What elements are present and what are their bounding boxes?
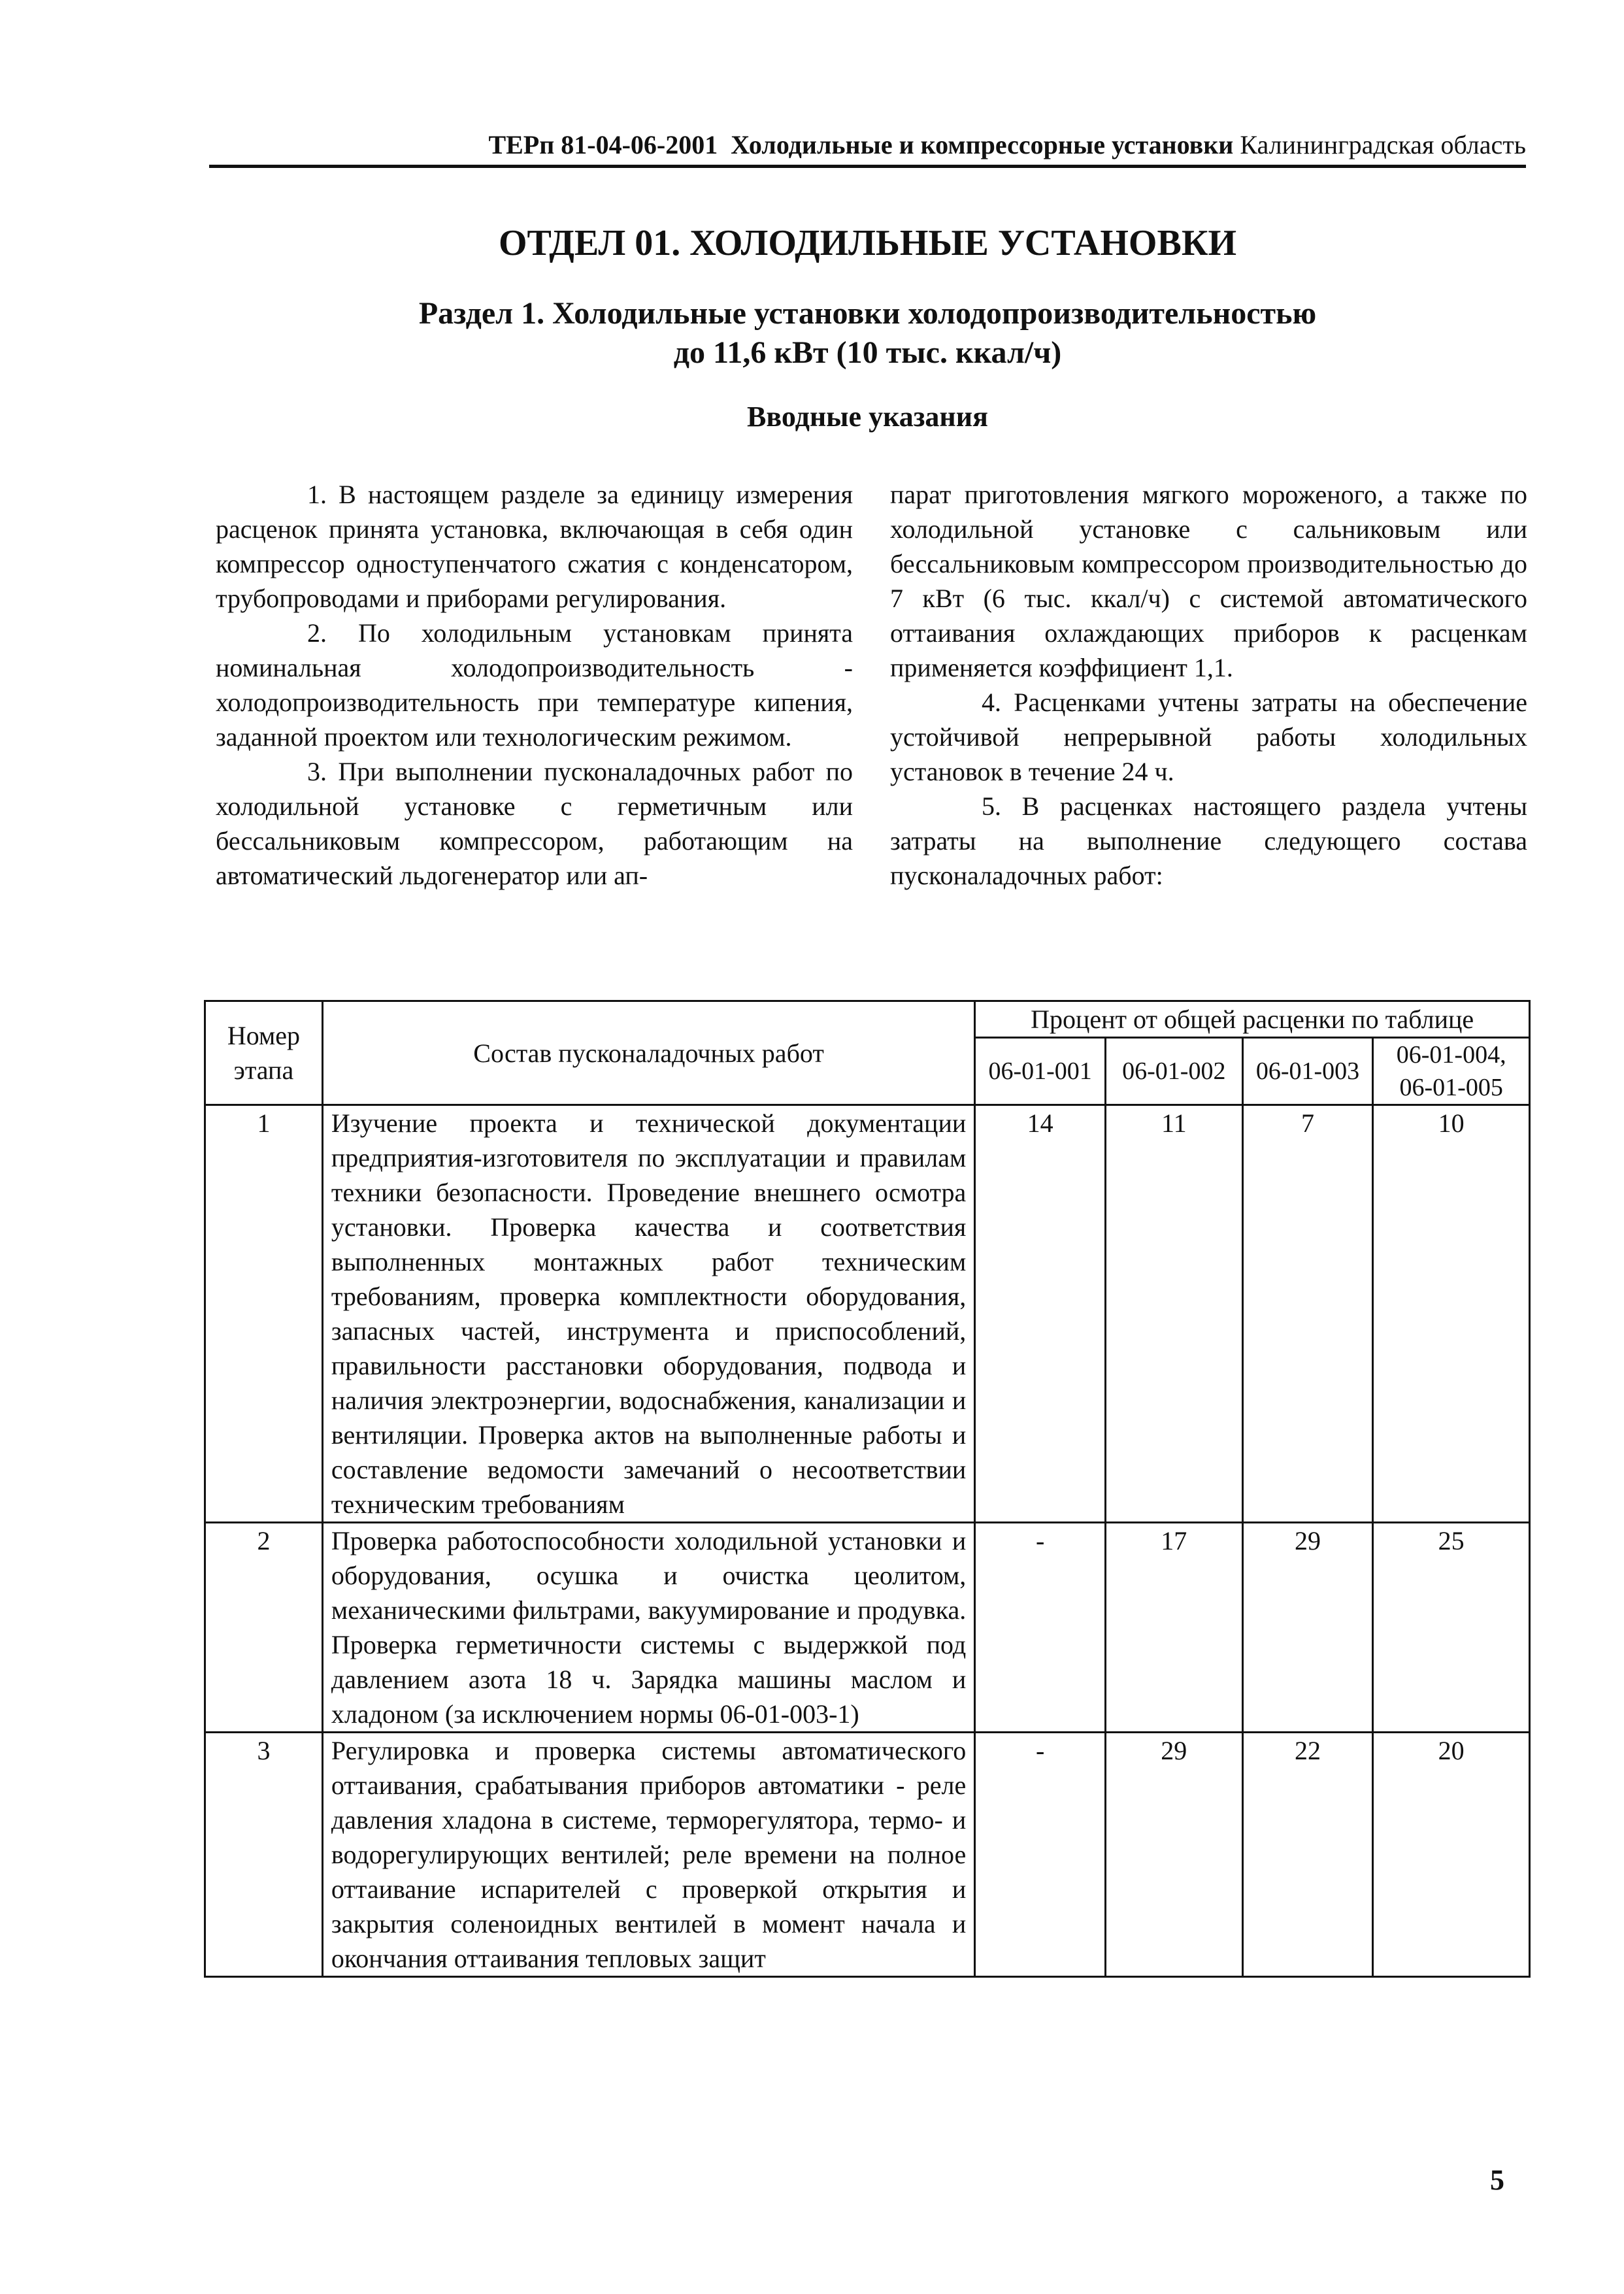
table-row xyxy=(205,1733,1530,1977)
table-header-row xyxy=(205,1001,1530,1038)
header-stage: Номер этапа xyxy=(205,1001,323,1105)
percent-value: 17 xyxy=(1105,1523,1242,1733)
header-rule xyxy=(209,165,1526,168)
header-title: Холодильные и компрессорные установки xyxy=(731,130,1234,159)
percent-value: 11 xyxy=(1105,1105,1242,1523)
department-title: ОТДЕЛ 01. ХОЛОДИЛЬНЫЕ УСТАНОВКИ xyxy=(498,223,1237,263)
stage-description: Регулировка и проверка системы автоматического оттаивания, срабатывания приборов автоматики - реле давления хладона в системе, терморегулятора, термо- и водорегулирующих вентилей; реле времени на полное оттаивание испарителей с проверкой открытия и закрытия соленоидных вентилей в момент начала и окончания оттаивания тепловых защит xyxy=(322,1733,974,1977)
percent-value: 25 xyxy=(1373,1523,1530,1733)
stage-description: Проверка работоспособности холодильной установки и оборудования, осушка и очистка цеолитом, механическими фильтрами, вакуумирование и продувка. Проверка герметичности системы с выдержкой под давлением азота 18 ч. Зарядка машины маслом и хладоном (за исключением нормы 06-01-003-1) xyxy=(322,1523,974,1733)
section-title xyxy=(209,294,1526,373)
paragraph-3: 3. При выполнении пусконаладочных работ по холодильной установке с герметичным или бессальниковым компрессором, работающим на автоматический льдогенератор или ап- xyxy=(216,757,853,890)
stage-number: 3 xyxy=(205,1733,323,1977)
percent-value: - xyxy=(975,1523,1106,1733)
percent-value: 7 xyxy=(1242,1105,1373,1523)
stage-number: 1 xyxy=(205,1105,323,1523)
percent-value: - xyxy=(975,1733,1106,1977)
percent-value: 14 xyxy=(975,1105,1106,1523)
paragraph-2: 2. По холодильным установкам принята номинальная холодопроизводительность - холодопроизводительность при температуре кипения, заданной проектом или технологическим режимом. xyxy=(216,618,853,752)
right-column xyxy=(890,477,1527,893)
paragraph-1: 1. В настоящем разделе за единицу измерения расценок принята установка, включающая в себя один компрессор одноступенчатого сжатия с конденсатором, трубопроводами и приборами регулирования. xyxy=(216,480,853,613)
intro-heading: Вводные указания xyxy=(747,401,988,433)
percent-value: 22 xyxy=(1242,1733,1373,1977)
section-title-line1: Раздел 1. Холодильные установки холодопроизводительностью xyxy=(418,296,1317,331)
header-code: ТЕРп 81-04-06-2001 xyxy=(488,130,718,159)
table-row xyxy=(205,1105,1530,1523)
code-06-01-004-005: 06-01-004, 06-01-005 xyxy=(1373,1038,1530,1105)
code-06-01-001: 06-01-001 xyxy=(975,1038,1106,1105)
running-header xyxy=(209,129,1526,160)
commissioning-table xyxy=(204,1000,1531,1978)
header-region: Калининградская область xyxy=(1240,130,1526,159)
stage-number: 2 xyxy=(205,1523,323,1733)
paragraph-5: 5. В расценках настоящего раздела учтены затраты на выполнение следующего состава пусконаладочных работ: xyxy=(890,791,1527,890)
percent-value: 10 xyxy=(1373,1105,1530,1523)
percent-value: 29 xyxy=(1242,1523,1373,1733)
header-composition: Состав пусконаладочных работ xyxy=(322,1001,974,1105)
page-number: 5 xyxy=(1490,2164,1504,2196)
percent-value: 29 xyxy=(1105,1733,1242,1977)
table-row xyxy=(205,1523,1530,1733)
percent-value: 20 xyxy=(1373,1733,1530,1977)
paragraph-4: 4. Расценками учтены затраты на обеспечение устойчивой непрерывной работы холодильных установок в течение 24 ч. xyxy=(890,688,1527,786)
code-06-01-002: 06-01-002 xyxy=(1105,1038,1242,1105)
section-title-line2: до 11,6 кВт (10 тыс. ккал/ч) xyxy=(673,335,1062,370)
code-06-01-003: 06-01-003 xyxy=(1242,1038,1373,1105)
stage-description: Изучение проекта и технической документации предприятия-изготовителя по эксплуатации и правилам техники безопасности. Проведение внешнего осмотра установки. Проверка качества и соответствия выполненных монтажных работ техническим требованиям, проверка комплектности оборудования, запасных частей, инструмента и приспособлений, правильности расстановки оборудования, подвода и наличия электроэнергии, водоснабжения, канализации и вентиляции. Проверка актов на выполненные работы и составление ведомости замечаний о несоответствии техническим требованиям xyxy=(322,1105,974,1523)
paragraph-3-continued: парат приготовления мягкого мороженого, а также по холодильной установке с сальниковым или бессальниковым компрессором производительностью до 7 кВт (6 тыс. ккал/ч) с системой автоматического оттаивания охлаждающих приборов к расценкам применяется коэффициент 1,1. xyxy=(890,480,1527,682)
left-column xyxy=(216,477,853,893)
header-percent: Процент от общей расценки по таблице xyxy=(975,1001,1530,1038)
